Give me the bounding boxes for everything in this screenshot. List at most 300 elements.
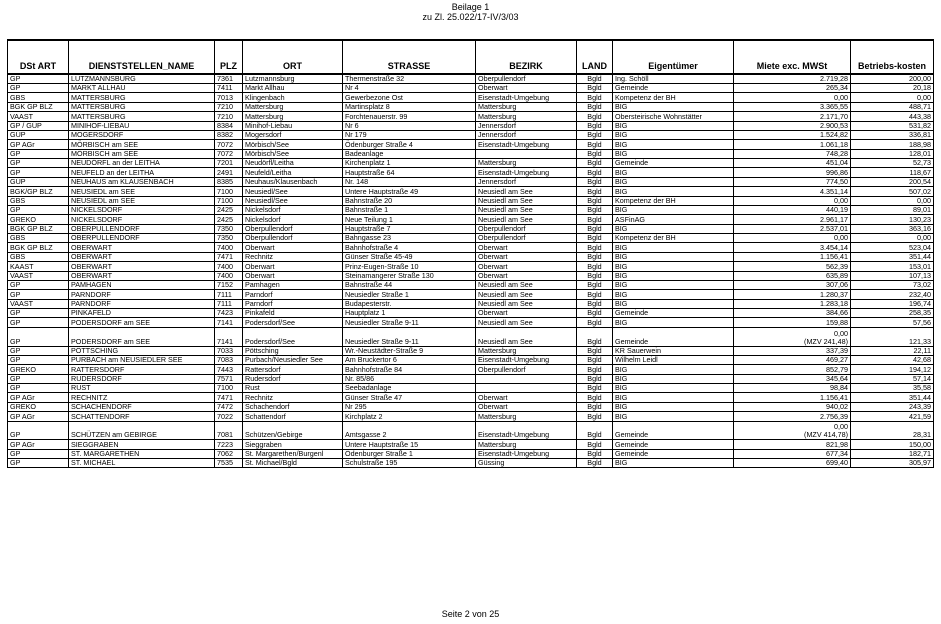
cell-land: Bgld <box>577 365 613 374</box>
cell-strasse: Budapesterstr. <box>343 299 476 308</box>
cell-plz: 8384 <box>215 121 243 130</box>
cell-strasse: Forchtenauerstr. 99 <box>343 112 476 121</box>
cell-eigentuemer: BIG <box>613 412 734 421</box>
cell-land: Bgld <box>577 215 613 224</box>
cell-art: GP <box>8 346 69 355</box>
cell-kosten: 258,35 <box>851 309 934 318</box>
col-header-art: DSt ART <box>8 40 69 74</box>
cell-strasse: Nr 295 <box>343 402 476 411</box>
cell-land: Bgld <box>577 262 613 271</box>
cell-eigentuemer: BIG <box>613 243 734 252</box>
cell-land: Bgld <box>577 309 613 318</box>
cell-land: Bgld <box>577 102 613 111</box>
cell-name: SCHÜTZEN am GEBIRGE <box>69 421 215 440</box>
cell-miete: 774,50 <box>734 177 851 186</box>
cell-land: Bgld <box>577 234 613 243</box>
cell-miete: 0,00 <box>734 196 851 205</box>
cell-eigentuemer: BIG <box>613 365 734 374</box>
cell-strasse: Günser Straße 45-49 <box>343 252 476 261</box>
col-header-miete: Miete exc. MWSt <box>734 40 851 74</box>
cell-art: GP <box>8 459 69 468</box>
cell-plz: 7013 <box>215 93 243 102</box>
cell-land: Bgld <box>577 374 613 383</box>
cell-strasse: Hauptstraße 7 <box>343 224 476 233</box>
cell-ort: Mörbisch/See <box>243 149 343 158</box>
col-header-land: LAND <box>577 40 613 74</box>
cell-kosten: 42,68 <box>851 355 934 364</box>
table-row <box>8 168 934 177</box>
cell-name: NEUSIEDL am SEE <box>69 187 215 196</box>
cell-bezirk: Jennersdorf <box>476 121 577 130</box>
cell-eigentuemer: KR Sauerwein <box>613 346 734 355</box>
cell-eigentuemer: BIG <box>613 262 734 271</box>
cell-bezirk: Mattersburg <box>476 346 577 355</box>
cell-bezirk: Neusiedl am See <box>476 205 577 214</box>
cell-bezirk: Eisenstadt-Umgebung <box>476 140 577 149</box>
cell-eigentuemer: Kompetenz der BH <box>613 93 734 102</box>
cell-ort: Rechnitz <box>243 393 343 402</box>
cell-kosten: 22,11 <box>851 346 934 355</box>
cell-kosten: 35,58 <box>851 384 934 393</box>
cell-art: VAAST <box>8 299 69 308</box>
cell-ort: Schattendorf <box>243 412 343 421</box>
cell-plz: 7022 <box>215 412 243 421</box>
table-row <box>8 412 934 421</box>
cell-eigentuemer: Gemeinde <box>613 449 734 458</box>
cell-ort: Oberwart <box>243 271 343 280</box>
cell-art: GP <box>8 84 69 93</box>
cell-plz: 7100 <box>215 196 243 205</box>
cell-art: BGK GP BLZ <box>8 102 69 111</box>
cell-plz: 7100 <box>215 384 243 393</box>
cell-land: Bgld <box>577 140 613 149</box>
cell-art: VAAST <box>8 271 69 280</box>
cell-kosten: 336,81 <box>851 130 934 139</box>
cell-kosten: 73,02 <box>851 280 934 289</box>
cell-miete <box>734 327 851 346</box>
cell-ort: Parndorf <box>243 299 343 308</box>
cell-eigentuemer: BIG <box>613 280 734 289</box>
cell-strasse: Hauptstraße 64 <box>343 168 476 177</box>
cell-kosten: 421,59 <box>851 412 934 421</box>
table-row <box>8 159 934 168</box>
cell-miete: 3.454,14 <box>734 243 851 252</box>
cell-bezirk: Oberwart <box>476 271 577 280</box>
cell-plz: 7081 <box>215 421 243 440</box>
cell-strasse: Kirchenplatz 1 <box>343 159 476 168</box>
cell-strasse: Steinamangerer Straße 130 <box>343 271 476 280</box>
table-row <box>8 215 934 224</box>
cell-plz: 7223 <box>215 440 243 449</box>
cell-plz: 7571 <box>215 374 243 383</box>
cell-plz: 7361 <box>215 74 243 84</box>
cell-art: BGK/GP BLZ <box>8 187 69 196</box>
cell-miete: 635,89 <box>734 271 851 280</box>
table-row <box>8 299 934 308</box>
cell-bezirk: Neusiedl am See <box>476 318 577 327</box>
cell-eigentuemer: Gemeinde <box>613 440 734 449</box>
cell-kosten: 232,40 <box>851 290 934 299</box>
table-row <box>8 224 934 233</box>
cell-strasse: Günser Straße 47 <box>343 393 476 402</box>
cell-kosten: 351,44 <box>851 252 934 261</box>
cell-kosten: 531,82 <box>851 121 934 130</box>
cell-miete: 748,28 <box>734 149 851 158</box>
cell-eigentuemer: BIG <box>613 374 734 383</box>
cell-land: Bgld <box>577 121 613 130</box>
cell-bezirk: Mattersburg <box>476 102 577 111</box>
cell-kosten: 188,98 <box>851 140 934 149</box>
cell-bezirk: Mattersburg <box>476 412 577 421</box>
cell-miete-value: 0,00 <box>834 328 848 338</box>
cell-strasse: Prinz-Eugen-Straße 10 <box>343 262 476 271</box>
cell-name: RUST <box>69 384 215 393</box>
table-row <box>8 121 934 130</box>
cell-miete: 1.061,18 <box>734 140 851 149</box>
cell-bezirk: Oberwart <box>476 262 577 271</box>
cell-land: Bgld <box>577 327 613 346</box>
cell-ort: Markt Allhau <box>243 84 343 93</box>
cell-ort: Oberwart <box>243 262 343 271</box>
cell-eigentuemer: Obersteirische Wohnstätter <box>613 112 734 121</box>
cell-art: GP <box>8 309 69 318</box>
cell-miete: 337,39 <box>734 346 851 355</box>
cell-art: GP <box>8 290 69 299</box>
cell-strasse: Amtsgasse 2 <box>343 421 476 440</box>
cell-kosten: 130,23 <box>851 215 934 224</box>
cell-miete-mzv: (MZV 241,48) <box>804 336 848 346</box>
cell-name: PÖTTSCHING <box>69 346 215 355</box>
cell-plz: 7141 <box>215 327 243 346</box>
cell-land: Bgld <box>577 196 613 205</box>
cell-name: PURBACH am NEUSIEDLER SEE <box>69 355 215 364</box>
cell-art: GP <box>8 168 69 177</box>
cell-ort: Neuhaus/Klausenbach <box>243 177 343 186</box>
document-title: Beilage 1 <box>451 2 490 12</box>
cell-art: GREKO <box>8 365 69 374</box>
cell-eigentuemer: BIG <box>613 402 734 411</box>
cell-art: BGK GP BLZ <box>8 243 69 252</box>
table-row <box>8 346 934 355</box>
cell-land: Bgld <box>577 290 613 299</box>
cell-strasse: Untere Hauptstraße 15 <box>343 440 476 449</box>
cell-eigentuemer: Kompetenz der BH <box>613 196 734 205</box>
cell-kosten: 20,18 <box>851 84 934 93</box>
cell-miete: 821,98 <box>734 440 851 449</box>
cell-ort: Minihof-Liebau <box>243 121 343 130</box>
cell-name: SCHATTENDORF <box>69 412 215 421</box>
table-row <box>8 252 934 261</box>
cell-ort: Pöttsching <box>243 346 343 355</box>
table-row <box>8 262 934 271</box>
cell-ort: Lutzmannsburg <box>243 74 343 84</box>
cell-eigentuemer: Ing. Schöll <box>613 74 734 84</box>
cell-plz: 7472 <box>215 402 243 411</box>
cell-art: GP <box>8 449 69 458</box>
cell-plz: 8385 <box>215 177 243 186</box>
cell-kosten: 351,44 <box>851 393 934 402</box>
col-header-eigentuemer: Eigentümer <box>613 40 734 74</box>
cell-eigentuemer: BIG <box>613 140 734 149</box>
cell-plz: 7411 <box>215 84 243 93</box>
cell-ort: Klingenbach <box>243 93 343 102</box>
cell-name: NEUDÖRFL an der LEITHA <box>69 159 215 168</box>
cell-name: MATTERSBURG <box>69 112 215 121</box>
cell-miete: 2.961,17 <box>734 215 851 224</box>
cell-land: Bgld <box>577 243 613 252</box>
cell-miete: 0,00 <box>734 234 851 243</box>
cell-strasse: Seebadanlage <box>343 384 476 393</box>
cell-eigentuemer: BIG <box>613 224 734 233</box>
cell-name: MÖRBISCH am SEE <box>69 149 215 158</box>
cell-plz: 7072 <box>215 140 243 149</box>
cell-art: GBS <box>8 234 69 243</box>
cell-land: Bgld <box>577 271 613 280</box>
cell-plz: 7033 <box>215 346 243 355</box>
cell-ort: Nickelsdorf <box>243 205 343 214</box>
cell-land: Bgld <box>577 402 613 411</box>
cell-bezirk: Eisenstadt-Umgebung <box>476 93 577 102</box>
cell-plz: 7072 <box>215 149 243 158</box>
cell-name: LUTZMANNSBURG <box>69 74 215 84</box>
cell-art: GP <box>8 384 69 393</box>
cell-name: PODERSDORF am SEE <box>69 318 215 327</box>
cell-plz: 7471 <box>215 393 243 402</box>
cell-bezirk: Oberwart <box>476 393 577 402</box>
cell-strasse: Bahngasse 23 <box>343 234 476 243</box>
cell-ort: Rattersdorf <box>243 365 343 374</box>
col-header-ort: ORT <box>243 40 343 74</box>
cell-strasse: Badeanlage <box>343 149 476 158</box>
cell-name: OBERWART <box>69 271 215 280</box>
cell-bezirk: Neusiedl am See <box>476 280 577 289</box>
cell-kosten: 196,74 <box>851 299 934 308</box>
cell-ort: Rechnitz <box>243 252 343 261</box>
cell-bezirk: Neusiedl am See <box>476 187 577 196</box>
cell-eigentuemer: BIG <box>613 271 734 280</box>
cell-kosten: 523,04 <box>851 243 934 252</box>
cell-name: NICKELSDORF <box>69 205 215 214</box>
cell-strasse: Nr 179 <box>343 130 476 139</box>
cell-miete: 1.156,41 <box>734 252 851 261</box>
cell-art: GP <box>8 205 69 214</box>
cell-name: MATTERSBURG <box>69 93 215 102</box>
cell-name: NICKELSDORF <box>69 215 215 224</box>
cell-miete: 2.900,53 <box>734 121 851 130</box>
cell-art: GP AGr <box>8 412 69 421</box>
cell-bezirk: Oberwart <box>476 243 577 252</box>
table-row <box>8 440 934 449</box>
col-header-bezirk: BEZIRK <box>476 40 577 74</box>
cell-art: GP AGr <box>8 393 69 402</box>
cell-kosten: 0,00 <box>851 93 934 102</box>
table-row <box>8 205 934 214</box>
cell-kosten: 118,67 <box>851 168 934 177</box>
cell-land: Bgld <box>577 346 613 355</box>
cell-plz: 7111 <box>215 299 243 308</box>
cell-land: Bgld <box>577 205 613 214</box>
cell-land: Bgld <box>577 459 613 468</box>
table-row <box>8 102 934 111</box>
cell-land: Bgld <box>577 84 613 93</box>
cell-ort: Podersdorf/See <box>243 318 343 327</box>
cell-miete-mzv: (MZV 414,78) <box>804 430 848 440</box>
cell-strasse: Bahnhofstraße 84 <box>343 365 476 374</box>
cell-kosten: 363,16 <box>851 224 934 233</box>
cell-land: Bgld <box>577 318 613 327</box>
cell-art: GBS <box>8 196 69 205</box>
cell-bezirk: Eisenstadt-Umgebung <box>476 168 577 177</box>
cell-bezirk <box>476 149 577 158</box>
cell-ort: St. Margarethen/Burgenl <box>243 449 343 458</box>
cell-art: GP / GÜP <box>8 121 69 130</box>
cell-strasse: Neusiedler Straße 1 <box>343 290 476 299</box>
cell-bezirk: Oberpullendorf <box>476 234 577 243</box>
cell-name: SIEGGRABEN <box>69 440 215 449</box>
cell-eigentuemer: BIG <box>613 252 734 261</box>
cell-name: OBERWART <box>69 262 215 271</box>
table-row <box>8 243 934 252</box>
cell-name: NEUFELD an der LEITHA <box>69 168 215 177</box>
cell-art: GÜP <box>8 177 69 186</box>
cell-miete: 852,79 <box>734 365 851 374</box>
cell-plz: 7152 <box>215 280 243 289</box>
cell-art: GP <box>8 374 69 383</box>
cell-bezirk: Mattersburg <box>476 159 577 168</box>
cell-bezirk: Neusiedl am See <box>476 299 577 308</box>
table-body <box>8 74 934 468</box>
cell-eigentuemer: BIG <box>613 393 734 402</box>
cell-kosten: 153,01 <box>851 262 934 271</box>
cell-eigentuemer: Wilhelm Leidl <box>613 355 734 364</box>
cell-plz: 2425 <box>215 205 243 214</box>
cell-ort: Mattersburg <box>243 112 343 121</box>
property-table <box>7 39 934 468</box>
cell-kosten: 182,71 <box>851 449 934 458</box>
cell-bezirk: Neusiedl am See <box>476 196 577 205</box>
cell-land: Bgld <box>577 421 613 440</box>
cell-ort: Oberpullendorf <box>243 224 343 233</box>
table-row <box>8 177 934 186</box>
cell-art: GREKO <box>8 402 69 411</box>
table-header-row <box>8 40 934 74</box>
cell-strasse: Gewerbezone Ost <box>343 93 476 102</box>
cell-kosten: 52,73 <box>851 159 934 168</box>
table-row <box>8 149 934 158</box>
cell-miete: 2.719,28 <box>734 74 851 84</box>
cell-bezirk: Eisenstadt-Umgebung <box>476 421 577 440</box>
cell-plz: 7443 <box>215 365 243 374</box>
cell-bezirk: Oberwart <box>476 252 577 261</box>
cell-plz: 2425 <box>215 215 243 224</box>
cell-land: Bgld <box>577 299 613 308</box>
cell-eigentuemer: BIG <box>613 384 734 393</box>
cell-land: Bgld <box>577 355 613 364</box>
cell-kosten: 200,00 <box>851 74 934 84</box>
cell-name: PINKAFELD <box>69 309 215 318</box>
cell-kosten: 305,97 <box>851 459 934 468</box>
cell-ort: Mörbisch/See <box>243 140 343 149</box>
cell-plz: 7350 <box>215 234 243 243</box>
cell-eigentuemer: BIG <box>613 130 734 139</box>
cell-miete: 996,86 <box>734 168 851 177</box>
cell-strasse: Nr. 148 <box>343 177 476 186</box>
table-row <box>8 271 934 280</box>
cell-name: ST. MARGARETHEN <box>69 449 215 458</box>
cell-ort: Mattersburg <box>243 102 343 111</box>
cell-name: MINIHOF-LIEBAU <box>69 121 215 130</box>
cell-land: Bgld <box>577 384 613 393</box>
cell-art: GP AGr <box>8 440 69 449</box>
table-row <box>8 234 934 243</box>
cell-bezirk: Eisenstadt-Umgebung <box>476 449 577 458</box>
cell-bezirk: Oberpullendorf <box>476 365 577 374</box>
table-row <box>8 290 934 299</box>
col-header-name: DIENSTSTELLEN_NAME <box>69 40 215 74</box>
cell-plz: 7210 <box>215 102 243 111</box>
cell-strasse: Wr.-Neustädter-Straße 9 <box>343 346 476 355</box>
cell-ort: Oberpullendorf <box>243 234 343 243</box>
cell-land: Bgld <box>577 412 613 421</box>
cell-ort: Pamhagen <box>243 280 343 289</box>
cell-bezirk: Neusiedl am See <box>476 290 577 299</box>
cell-bezirk: Jennersdorf <box>476 177 577 186</box>
col-header-kosten: Betriebs-kosten <box>851 40 934 74</box>
cell-eigentuemer: BIG <box>613 102 734 111</box>
cell-strasse: Nr 4 <box>343 84 476 93</box>
cell-kosten: 243,39 <box>851 402 934 411</box>
cell-strasse: Nr. 85/86 <box>343 374 476 383</box>
cell-eigentuemer: Gemeinde <box>613 309 734 318</box>
cell-ort: Rust <box>243 384 343 393</box>
cell-miete: 307,06 <box>734 280 851 289</box>
document-reference: zu Zl. 25.022/17-IV/3/03 <box>422 12 519 22</box>
cell-name: RECHNITZ <box>69 393 215 402</box>
cell-art: BGK GP BLZ <box>8 224 69 233</box>
cell-miete: 440,19 <box>734 205 851 214</box>
col-header-strasse: STRASSE <box>343 40 476 74</box>
cell-plz: 7400 <box>215 262 243 271</box>
cell-bezirk: Oberpullendorf <box>476 74 577 84</box>
table-row <box>8 196 934 205</box>
table-row <box>8 74 934 84</box>
table-row <box>8 449 934 458</box>
cell-eigentuemer: Kompetenz der BH <box>613 234 734 243</box>
cell-art: GP <box>8 318 69 327</box>
cell-miete: 345,64 <box>734 374 851 383</box>
cell-miete: 1.524,82 <box>734 130 851 139</box>
cell-name: OBERWART <box>69 243 215 252</box>
cell-plz: 7111 <box>215 290 243 299</box>
cell-ort: Schachendorf <box>243 402 343 411</box>
table-row <box>8 318 934 327</box>
cell-kosten: 0,00 <box>851 196 934 205</box>
table-row <box>8 93 934 102</box>
cell-plz: 7350 <box>215 224 243 233</box>
cell-plz: 7141 <box>215 318 243 327</box>
cell-strasse: Bahnstraße 20 <box>343 196 476 205</box>
cell-ort: Sieggraben <box>243 440 343 449</box>
cell-miete: 699,40 <box>734 459 851 468</box>
cell-art: GP <box>8 355 69 364</box>
cell-bezirk: Oberpullendorf <box>476 224 577 233</box>
cell-bezirk: Jennersdorf <box>476 130 577 139</box>
cell-bezirk: Neusiedl am See <box>476 215 577 224</box>
cell-miete: 2.537,01 <box>734 224 851 233</box>
cell-eigentuemer: BIG <box>613 187 734 196</box>
cell-miete: 4.351,14 <box>734 187 851 196</box>
cell-plz: 7083 <box>215 355 243 364</box>
